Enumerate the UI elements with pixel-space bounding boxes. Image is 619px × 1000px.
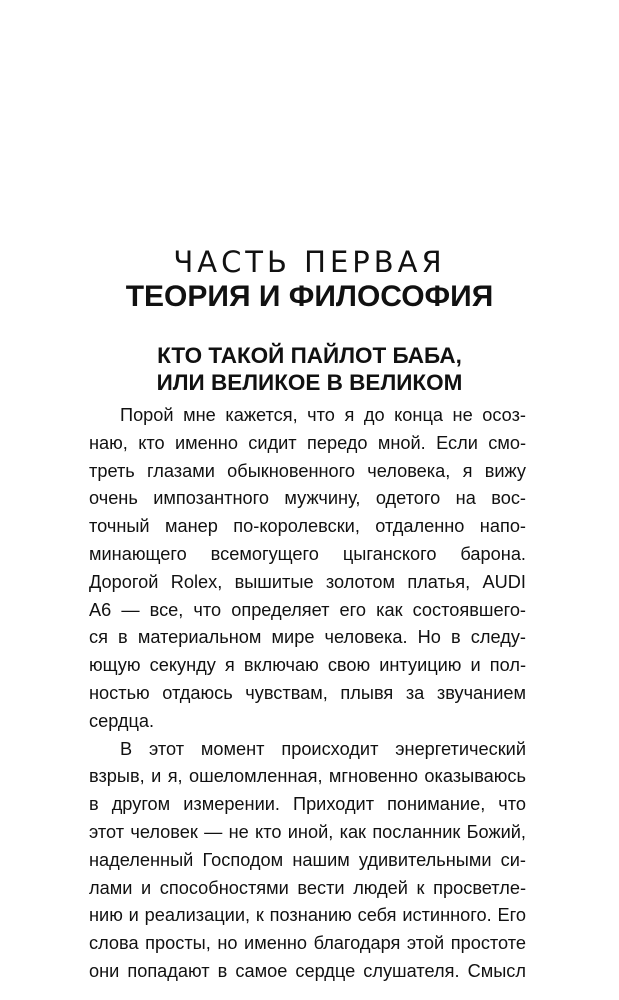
text-line: треть глазами обыкновенного человека, я вижу: [89, 460, 526, 481]
text-line: сердца.: [89, 710, 155, 731]
part-title: ТЕОРИЯ И ФИЛОСОФИЯ: [125, 280, 494, 313]
text-line: взрыв, и я, ошеломленная, мгновенно оказываюсь: [89, 766, 526, 787]
text-line: ющую секунду я включаю свою интуицию и пол-: [89, 655, 526, 676]
text-line: слова просты, но именно благодаря этой простоте: [89, 933, 526, 954]
text-line: очень импозантного мужчину, одетого на вос-: [89, 488, 526, 509]
chapter-title-line: ИЛИ ВЕЛИКОЕ В ВЕЛИКОМ: [156, 370, 463, 395]
part-label: ЧАСТЬ ПЕРВАЯ: [173, 245, 446, 279]
text-line: лами и способностями вести людей к просветле-: [89, 877, 526, 898]
chapter-title: [0, 342, 619, 396]
text-line: А6 — все, что определяет его как состоявшего-: [89, 599, 526, 620]
text-line: ся в материальном мире человека. Но в следу-: [89, 627, 526, 648]
text-line: они попадают в самое сердце слушателя. Смысл: [89, 960, 526, 981]
text-line: минающего всемогущего цыганского барона.: [89, 543, 526, 564]
chapter-title-line: КТО ТАКОЙ ПАЙЛОТ БАБА,: [157, 343, 462, 368]
text-line: Дорогой Rolex, вышитые золотом платья, AUDI: [89, 571, 526, 592]
text-line: ностью отдаюсь чувствам, плывя за звучанием: [89, 682, 526, 703]
text-line: В этот момент происходит энергетический: [120, 738, 526, 759]
text-line: нию и реализации, к познанию себя истинного. Его: [89, 905, 526, 926]
body-text: [89, 402, 526, 986]
text-line: наделенный Господом нашим удивительными си-: [89, 849, 526, 870]
text-line: наю, кто именно сидит передо мной. Если смо-: [89, 432, 526, 453]
text-line: в другом измерении. Приходит понимание, что: [89, 794, 526, 815]
text-line: Порой мне кажется, что я до конца не осоз-: [120, 405, 526, 425]
text-line: точный манер по-королевски, отдаленно напо-: [89, 516, 526, 537]
text-line: этот человек — не кто иной, как посланник Божий,: [89, 821, 526, 842]
